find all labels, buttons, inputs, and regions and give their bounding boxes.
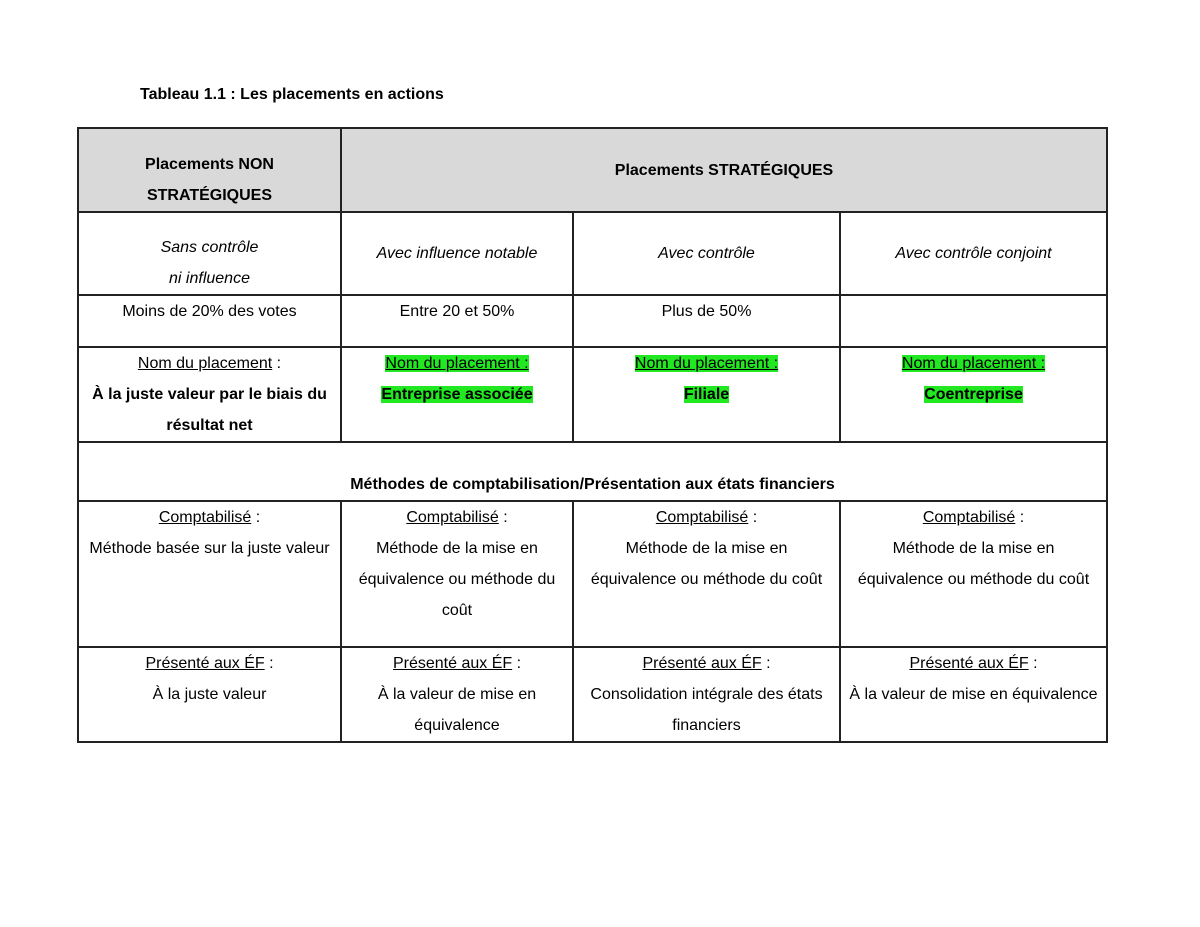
comptabilise-value-2: Méthode de la mise en équivalence ou méthode du coût (358, 540, 556, 619)
placements-table (77, 127, 1108, 743)
placement-name-value-3: Filiale (683, 386, 730, 403)
votes-cell-1: Moins de 20% des votes (78, 295, 341, 347)
placement-name-cell-3 (573, 347, 840, 442)
presente-cell-1: Présenté aux ÉF : À la juste valeur (78, 647, 341, 742)
placement-name-cell-4 (840, 347, 1107, 442)
control-cell-4: Avec contrôle conjoint (840, 212, 1107, 295)
table-caption: Tableau 1.1 : Les placements en actions (140, 86, 444, 103)
control-col1-line1: Sans contrôle (160, 239, 259, 256)
presente-label-4: Présenté aux ÉF (909, 655, 1029, 672)
header-strategic: Placements STRATÉGIQUES (341, 128, 1107, 212)
comptabilise-value-4: Méthode de la mise en équivalence ou méthode du coût (857, 540, 1090, 588)
placement-name-label-2: Nom du placement : (385, 355, 529, 372)
presente-cell-3: Présenté aux ÉF : Consolidation intégrale des états financiers (573, 647, 840, 742)
comptabilise-value-1: Méthode basée sur la juste valeur (89, 540, 330, 557)
control-row (78, 212, 1107, 295)
comptabilise-cell-3: Comptabilisé : Méthode de la mise en équivalence ou méthode du coût (573, 501, 840, 647)
comptabilise-label-1: Comptabilisé (158, 509, 252, 526)
presente-row (78, 647, 1107, 742)
placement-name-value-4: Coentreprise (924, 386, 1023, 403)
control-cell-2: Avec influence notable (341, 212, 573, 295)
comptabilise-label-2: Comptabilisé (406, 509, 499, 526)
placement-name-label-4: Nom du placement : (901, 355, 1046, 372)
placement-name-label-3: Nom du placement : (634, 355, 779, 372)
placement-name-value-2: Entreprise associée (381, 386, 533, 403)
control-col1-line2: ni influence (169, 270, 250, 287)
votes-cell-3: Plus de 50% (573, 295, 840, 347)
placement-name-row (78, 347, 1107, 442)
control-cell-3: Avec contrôle (573, 212, 840, 295)
control-cell-1 (78, 212, 341, 295)
comptabilise-value-3: Méthode de la mise en équivalence ou méthode du coût (590, 540, 823, 588)
methods-row (78, 442, 1107, 501)
presente-cell-4: Présenté aux ÉF : À la valeur de mise en équivalence (840, 647, 1107, 742)
comptabilise-row (78, 501, 1107, 647)
votes-cell-4 (840, 295, 1107, 347)
comptabilise-cell-1: Comptabilisé : Méthode basée sur la juste valeur (78, 501, 341, 647)
placement-name-label-1: Nom du placement : (137, 355, 282, 372)
presente-label-2: Présenté aux ÉF (392, 655, 513, 672)
comptabilise-cell-2: Comptabilisé : Méthode de la mise en équivalence ou méthode du coût (341, 501, 573, 647)
comptabilise-cell-4: Comptabilisé : Méthode de la mise en équivalence ou méthode du coût (840, 501, 1107, 647)
presente-cell-2: Présenté aux ÉF : À la valeur de mise en équivalence (341, 647, 573, 742)
methods-title: Méthodes de comptabilisation/Présentation aux états financiers (78, 442, 1107, 501)
presente-value-3: Consolidation intégrale des états financiers (590, 686, 823, 734)
presente-label-3: Présenté aux ÉF (642, 655, 762, 672)
header-row (78, 128, 1107, 212)
placement-name-value-1: À la juste valeur par le biais du résultat net (92, 386, 327, 434)
presente-value-1: À la juste valeur (152, 686, 267, 703)
presente-value-2: À la valeur de mise en équivalence (377, 686, 537, 734)
header-non-strategic: Placements NON STRATÉGIQUES (78, 128, 341, 212)
comptabilise-label-3: Comptabilisé (655, 509, 749, 526)
placement-name-cell-2 (341, 347, 573, 442)
presente-value-4: À la valeur de mise en équivalence (849, 686, 1098, 703)
votes-row (78, 295, 1107, 347)
votes-cell-2: Entre 20 et 50% (341, 295, 573, 347)
placement-name-cell-1 (78, 347, 341, 442)
presente-label-1: Présenté aux ÉF (145, 655, 265, 672)
comptabilise-label-4: Comptabilisé (922, 509, 1016, 526)
